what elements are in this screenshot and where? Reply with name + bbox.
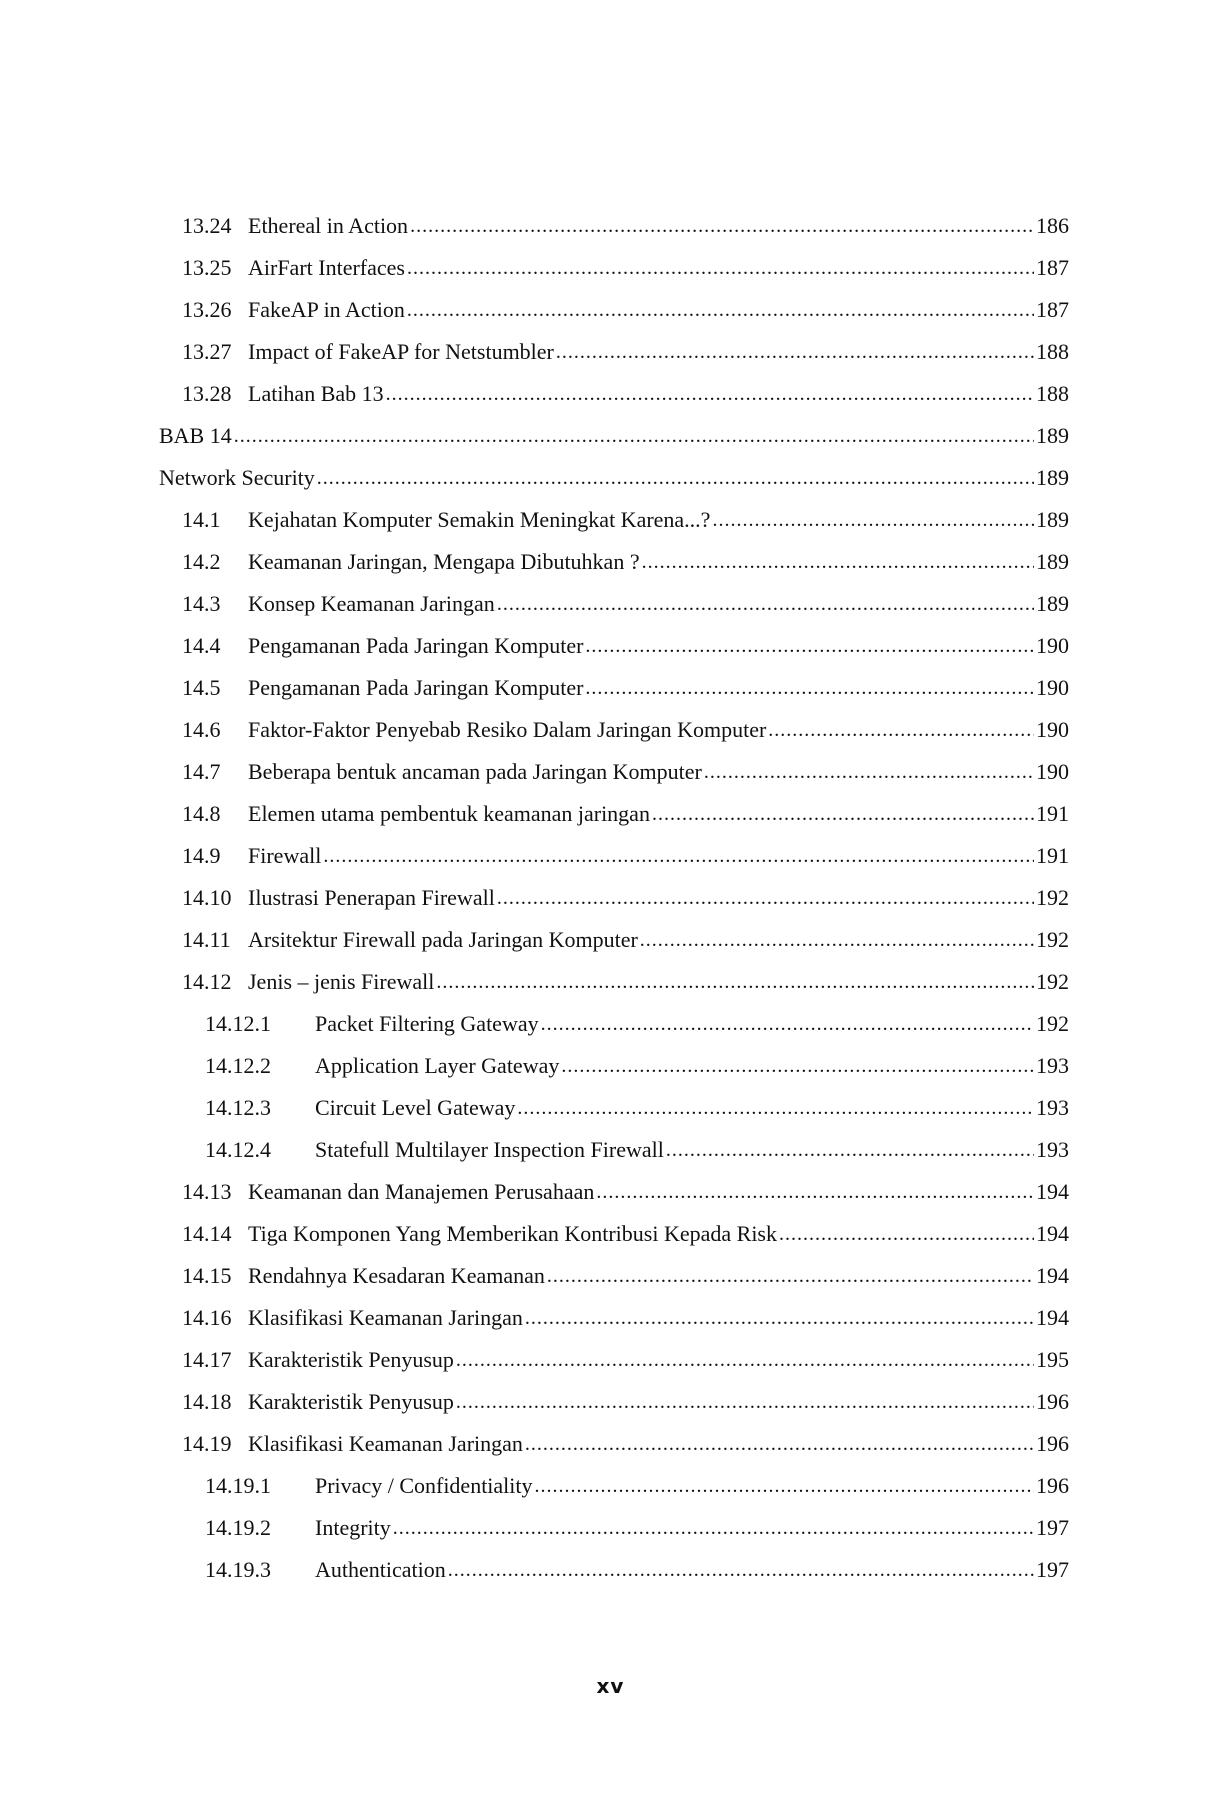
toc-dot-leader [642, 540, 1034, 583]
toc-entry[interactable] [159, 499, 1069, 541]
toc-entry-number: 14.10 [182, 885, 232, 910]
toc-entry-page: 192 [1036, 1011, 1069, 1036]
toc-dot-leader [497, 876, 1034, 919]
toc-dot-leader [407, 246, 1034, 289]
toc-dot-leader [585, 624, 1034, 667]
toc-entry-number: 13.26 [182, 297, 232, 322]
toc-entry-page: 195 [1036, 1347, 1069, 1372]
toc-dot-leader [561, 1044, 1034, 1087]
toc-entry[interactable] [159, 1003, 1069, 1045]
toc-dot-leader [768, 708, 1034, 751]
toc-entry[interactable] [159, 331, 1069, 373]
toc-entry-page: 189 [1036, 549, 1069, 574]
toc-entry-title: Keamanan Jaringan, Mengapa Dibutuhkan ? [248, 549, 640, 574]
toc-dot-leader [393, 1506, 1034, 1549]
toc-entry-title: Pengamanan Pada Jaringan Komputer [248, 633, 584, 658]
toc-entry-number: 13.24 [182, 213, 232, 238]
toc-entry-title: Firewall [248, 843, 322, 868]
toc-entry-page: 190 [1036, 633, 1069, 658]
toc-dot-leader [541, 1002, 1034, 1045]
toc-entry-title: Elemen utama pembentuk keamanan jaringan [248, 801, 650, 826]
toc-entry-page: 191 [1036, 801, 1069, 826]
toc-entry-title: Klasifikasi Keamanan Jaringan [248, 1431, 523, 1456]
toc-entry-number: 14.2 [182, 549, 221, 574]
toc-dot-leader [556, 330, 1034, 373]
toc-dot-leader [535, 1464, 1034, 1507]
toc-entry-page: 193 [1036, 1137, 1069, 1162]
toc-entry-title: Integrity [315, 1515, 391, 1540]
toc-entry-page: 194 [1036, 1305, 1069, 1330]
toc-entry-number: 14.4 [182, 633, 221, 658]
toc-entry[interactable] [159, 1255, 1069, 1297]
toc-entry-page: 193 [1036, 1053, 1069, 1078]
toc-entry-number: 14.12.4 [205, 1137, 271, 1162]
toc-dot-leader [666, 1128, 1034, 1171]
toc-entry-title: Faktor-Faktor Penyebab Resiko Dalam Jaringan Komputer [248, 717, 767, 742]
toc-entry-page: 189 [1036, 507, 1069, 532]
toc-entry-number: 14.19.2 [205, 1515, 271, 1540]
toc-entry-page: 194 [1036, 1221, 1069, 1246]
toc-entry-title: Klasifikasi Keamanan Jaringan [248, 1305, 523, 1330]
toc-dot-leader [323, 834, 1034, 877]
toc-entry-title: Karakteristik Penyusup [248, 1347, 454, 1372]
toc-entry[interactable] [159, 709, 1069, 751]
toc-entry-number: 14.13 [182, 1179, 232, 1204]
toc-entry-number: 14.9 [182, 843, 221, 868]
toc-entry-number: 13.27 [182, 339, 232, 364]
toc-dot-leader [234, 414, 1034, 457]
toc-entry-number: 13.25 [182, 255, 232, 280]
toc-entry-title: Packet Filtering Gateway [315, 1011, 539, 1036]
toc-dot-leader [448, 1548, 1034, 1591]
toc-entry-title: FakeAP in Action [248, 297, 405, 322]
toc-entry[interactable] [159, 541, 1069, 583]
toc-entry-number: 14.8 [182, 801, 221, 826]
toc-entry-title: Circuit Level Gateway [315, 1095, 516, 1120]
toc-entry-page: 188 [1036, 339, 1069, 364]
toc-entry[interactable] [159, 1549, 1069, 1591]
toc-entry-page: 186 [1036, 213, 1069, 238]
toc-entry-title: Pengamanan Pada Jaringan Komputer [248, 675, 584, 700]
toc-entry-title: Ethereal in Action [248, 213, 409, 238]
toc-entry-page: 188 [1036, 381, 1069, 406]
toc-entry-title: Network Security [159, 465, 315, 490]
toc-dot-leader [456, 1338, 1034, 1381]
toc-entry[interactable] [159, 835, 1069, 877]
toc-dot-leader [436, 960, 1034, 1003]
toc-entry-page: 189 [1036, 423, 1069, 448]
toc-entry-title: Karakteristik Penyusup [248, 1389, 454, 1414]
toc-entry-page: 190 [1036, 675, 1069, 700]
toc-entry[interactable] [159, 457, 1069, 499]
toc-entry[interactable] [159, 1423, 1069, 1465]
toc-entry-page: 197 [1036, 1557, 1069, 1582]
toc-entry-title: Beberapa bentuk ancaman pada Jaringan Komputer [248, 759, 702, 784]
toc-entry-title: Ilustrasi Penerapan Firewall [248, 885, 495, 910]
toc-dot-leader [779, 1212, 1034, 1255]
toc-entry[interactable] [159, 1171, 1069, 1213]
toc-entry[interactable] [159, 1087, 1069, 1129]
toc-entry[interactable] [159, 793, 1069, 835]
toc-entry-page: 192 [1036, 969, 1069, 994]
toc-dot-leader [517, 1086, 1034, 1129]
toc-entry-page: 189 [1036, 465, 1069, 490]
toc-entry-title: Jenis – jenis Firewall [248, 969, 435, 994]
toc-entry-number: 14.16 [182, 1305, 232, 1330]
toc-entry[interactable] [159, 961, 1069, 1003]
toc-dot-leader [456, 1380, 1034, 1423]
toc-entry-page: 187 [1036, 297, 1069, 322]
toc-entry-number: 14.12.2 [205, 1053, 271, 1078]
toc-entry-title: Kejahatan Komputer Semakin Meningkat Karena...? [248, 507, 711, 532]
toc-entry-title: Application Layer Gateway [315, 1053, 560, 1078]
toc-entry-title: Authentication [315, 1557, 446, 1582]
toc-entry-number: 14.3 [182, 591, 221, 616]
toc-entry[interactable] [159, 373, 1069, 415]
toc-entry[interactable] [159, 1129, 1069, 1171]
toc-entry-number: 14.6 [182, 717, 221, 742]
toc-entry-number: 14.19.3 [205, 1557, 271, 1582]
toc-entry[interactable] [159, 1507, 1069, 1549]
toc-entry-number: 14.11 [182, 927, 231, 952]
toc-entry[interactable] [159, 583, 1069, 625]
toc-entry-page: 187 [1036, 255, 1069, 280]
toc-entry-number: 14.14 [182, 1221, 232, 1246]
toc-entry[interactable] [159, 247, 1069, 289]
toc-entry-number: 14.17 [182, 1347, 232, 1372]
toc-dot-leader [497, 582, 1034, 625]
toc-entry[interactable] [159, 1297, 1069, 1339]
toc-dot-leader [386, 372, 1034, 415]
table-of-contents [159, 205, 1069, 1591]
toc-dot-leader [547, 1254, 1034, 1297]
toc-entry-title: Tiga Komponen Yang Memberikan Kontribusi Kepada Risk [248, 1221, 777, 1246]
toc-dot-leader [704, 750, 1034, 793]
toc-entry-number: 14.19.1 [205, 1473, 271, 1498]
toc-entry-page: 192 [1036, 885, 1069, 910]
toc-dot-leader [596, 1170, 1034, 1213]
toc-entry-page: 196 [1036, 1473, 1069, 1498]
toc-dot-leader [652, 792, 1034, 835]
toc-entry-title: BAB 14 [159, 423, 232, 448]
toc-entry[interactable] [159, 625, 1069, 667]
toc-entry-title: Keamanan dan Manajemen Perusahaan [248, 1179, 595, 1204]
toc-entry-number: 14.15 [182, 1263, 232, 1288]
toc-entry-number: 14.12.1 [205, 1011, 271, 1036]
toc-dot-leader [640, 918, 1034, 961]
toc-entry[interactable] [159, 415, 1069, 457]
toc-entry-number: 14.7 [182, 759, 221, 784]
toc-dot-leader [410, 204, 1034, 247]
toc-entry[interactable] [159, 919, 1069, 961]
toc-dot-leader [525, 1296, 1034, 1339]
toc-entry-page: 194 [1036, 1179, 1069, 1204]
toc-entry-number: 14.5 [182, 675, 221, 700]
toc-entry-page: 194 [1036, 1263, 1069, 1288]
toc-entry[interactable] [159, 751, 1069, 793]
toc-entry[interactable] [159, 1381, 1069, 1423]
toc-entry-title: Statefull Multilayer Inspection Firewall [315, 1137, 664, 1162]
toc-entry-title: Latihan Bab 13 [248, 381, 384, 406]
toc-entry-number: 14.1 [182, 507, 221, 532]
toc-dot-leader [712, 498, 1034, 541]
toc-entry[interactable] [159, 877, 1069, 919]
toc-entry-title: Privacy / Confidentiality [315, 1473, 533, 1498]
toc-entry-title: Konsep Keamanan Jaringan [248, 591, 495, 616]
toc-entry-page: 190 [1036, 717, 1069, 742]
toc-entry[interactable] [159, 289, 1069, 331]
page-number-footer: xv [596, 1674, 625, 1698]
toc-entry-page: 191 [1036, 843, 1069, 868]
toc-entry-page: 196 [1036, 1431, 1069, 1456]
toc-dot-leader [525, 1422, 1034, 1465]
toc-entry[interactable] [159, 1465, 1069, 1507]
toc-dot-leader [407, 288, 1034, 331]
toc-entry-number: 14.19 [182, 1431, 232, 1456]
toc-entry-number: 13.28 [182, 381, 232, 406]
toc-entry-number: 14.18 [182, 1389, 232, 1414]
toc-entry-title: Arsitektur Firewall pada Jaringan Komputer [248, 927, 638, 952]
toc-entry[interactable] [159, 205, 1069, 247]
toc-entry[interactable] [159, 1339, 1069, 1381]
toc-entry-number: 14.12 [182, 969, 232, 994]
toc-dot-leader [317, 456, 1034, 499]
toc-entry-page: 196 [1036, 1389, 1069, 1414]
toc-entry[interactable] [159, 1213, 1069, 1255]
toc-entry-title: Rendahnya Kesadaran Keamanan [248, 1263, 545, 1288]
toc-entry-page: 189 [1036, 591, 1069, 616]
toc-entry-page: 197 [1036, 1515, 1069, 1540]
toc-entry-title: AirFart Interfaces [248, 255, 405, 280]
toc-entry-page: 192 [1036, 927, 1069, 952]
toc-entry[interactable] [159, 667, 1069, 709]
toc-dot-leader [585, 666, 1034, 709]
toc-entry-title: Impact of FakeAP for Netstumbler [248, 339, 554, 364]
toc-entry-page: 190 [1036, 759, 1069, 784]
toc-entry-page: 193 [1036, 1095, 1069, 1120]
toc-entry[interactable] [159, 1045, 1069, 1087]
toc-entry-number: 14.12.3 [205, 1095, 271, 1120]
